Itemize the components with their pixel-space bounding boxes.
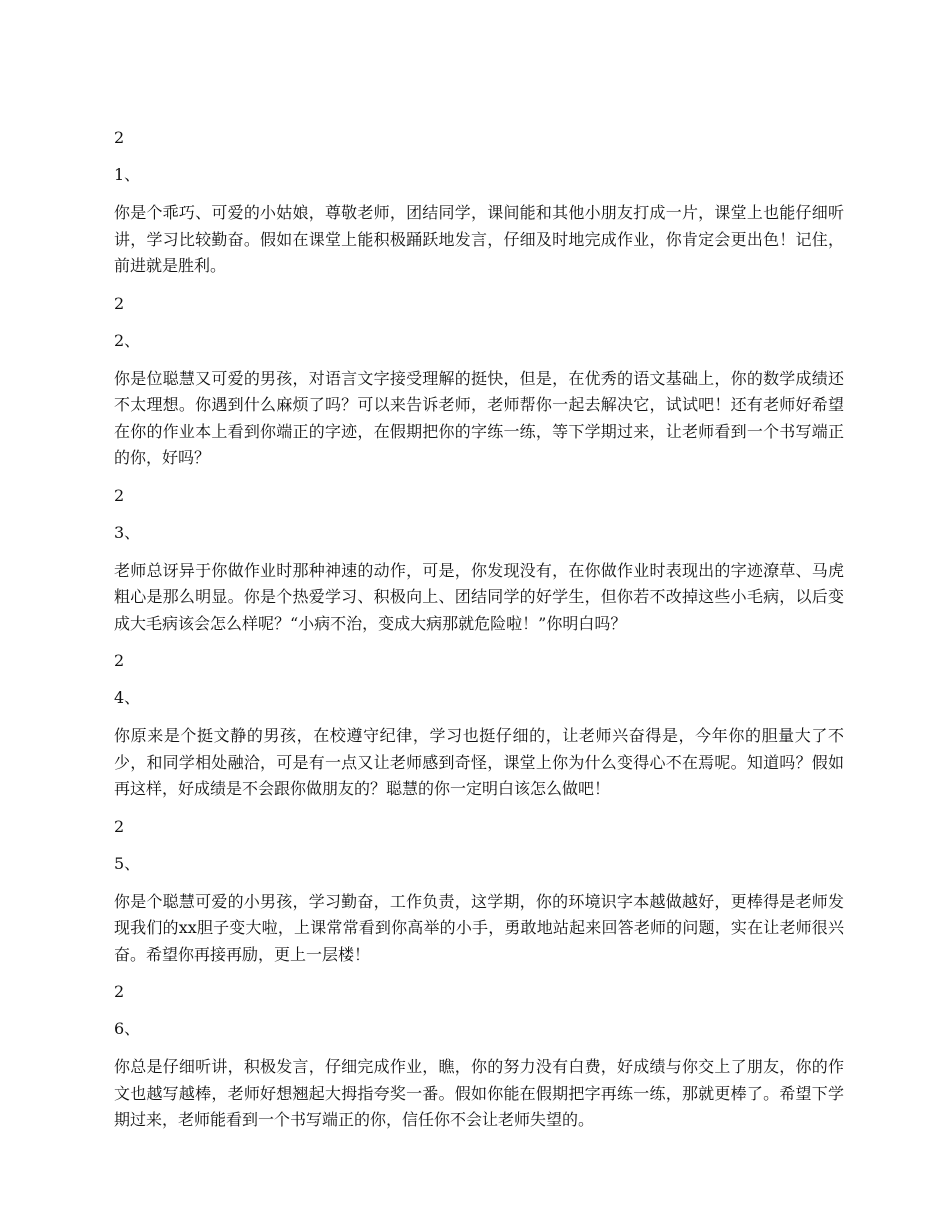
section-marker: 2 xyxy=(114,293,125,313)
comment-text: 你是位聪慧又可爱的男孩，对语言文字接受理解的挺快，但是，在优秀的语文基础上，你的数学成绩还不太理想。你遇到什么麻烦了吗？可以来告诉老师，老师帮你一起去解决它，试试吧！还有老师好希望在你的作业本上看到你端正的字迹，在假期把你的字练一练，等下学期过来，让老师看到一个书写端正的你，好吗？ xyxy=(114,368,844,467)
entry-number: 5、 xyxy=(114,853,141,873)
entry-number: 2、 xyxy=(114,330,141,350)
entry-number: 1、 xyxy=(114,165,141,184)
comment-entry-4 xyxy=(114,649,844,803)
document-page xyxy=(114,126,844,1146)
section-marker: 2 xyxy=(114,128,125,147)
comment-entry-6 xyxy=(114,980,844,1134)
section-marker: 2 xyxy=(114,651,125,670)
comment-entry-1 xyxy=(114,126,844,280)
entry-number: 6、 xyxy=(114,1019,141,1038)
entry-number: 3、 xyxy=(114,522,141,542)
entry-number: 4、 xyxy=(114,688,141,707)
comment-text: 你是个乖巧、可爱的小姑娘，尊敬老师，团结同学，课间能和其他小朋友打成一片，课堂上也能仔细听讲，学习比较勤奋。假如在课堂上能积极踊跃地发言，仔细及时地完成作业，你肯定会更出色！记住，前进就是胜利。 xyxy=(114,203,844,275)
comment-entry-5 xyxy=(114,815,844,969)
comment-text: 老师总讶异于你做作业时那种神速的动作，可是，你发现没有，在你做作业时表现出的字迹潦草、马虎粗心是那么明显。你是个热爱学习、积极向上、团结同学的好学生，但你若不改掉这些小毛病，以后变成大毛病该会怎么样呢？“小病不治，变成大病那就危险啦！”你明白吗？ xyxy=(114,560,844,633)
comment-text: 你原来是个挺文静的男孩，在校遵守纪律，学习也挺仔细的，让老师兴奋得是，今年你的胆量大了不少，和同学相处融洽，可是有一点又让老师感到奇怪，课堂上你为什么变得心不在焉呢。知道吗？假如再这样，好成绩是不会跟你做朋友的？聪慧的你一定明白该怎么做吧！ xyxy=(114,726,844,798)
comment-text: 你总是仔细听讲，积极发言，仔细完成作业，瞧，你的努力没有白费，好成绩与你交上了朋友，你的作文也越写越棒，老师好想翘起大拇指夸奖一番。假如你能在假期把字再练一练，那就更棒了。希望下学期过来，老师能看到一个书写端正的你，信任你不会让老师失望的。 xyxy=(114,1057,844,1129)
section-marker: 2 xyxy=(114,485,125,505)
comment-text: 你是个聪慧可爱的小男孩，学习勤奋，工作负责，这学期，你的环境识字本越做越好，更棒得是老师发现我们的xx胆子变大啦，上课常常看到你高举的小手，勇敢地站起来回答老师的问题，实在让老师很兴奋。希望你再接再励，更上一层楼！ xyxy=(114,891,844,964)
comment-entry-2 xyxy=(114,292,844,472)
comment-entry-3 xyxy=(114,484,844,638)
section-marker: 2 xyxy=(114,816,125,836)
section-marker: 2 xyxy=(114,982,125,1001)
